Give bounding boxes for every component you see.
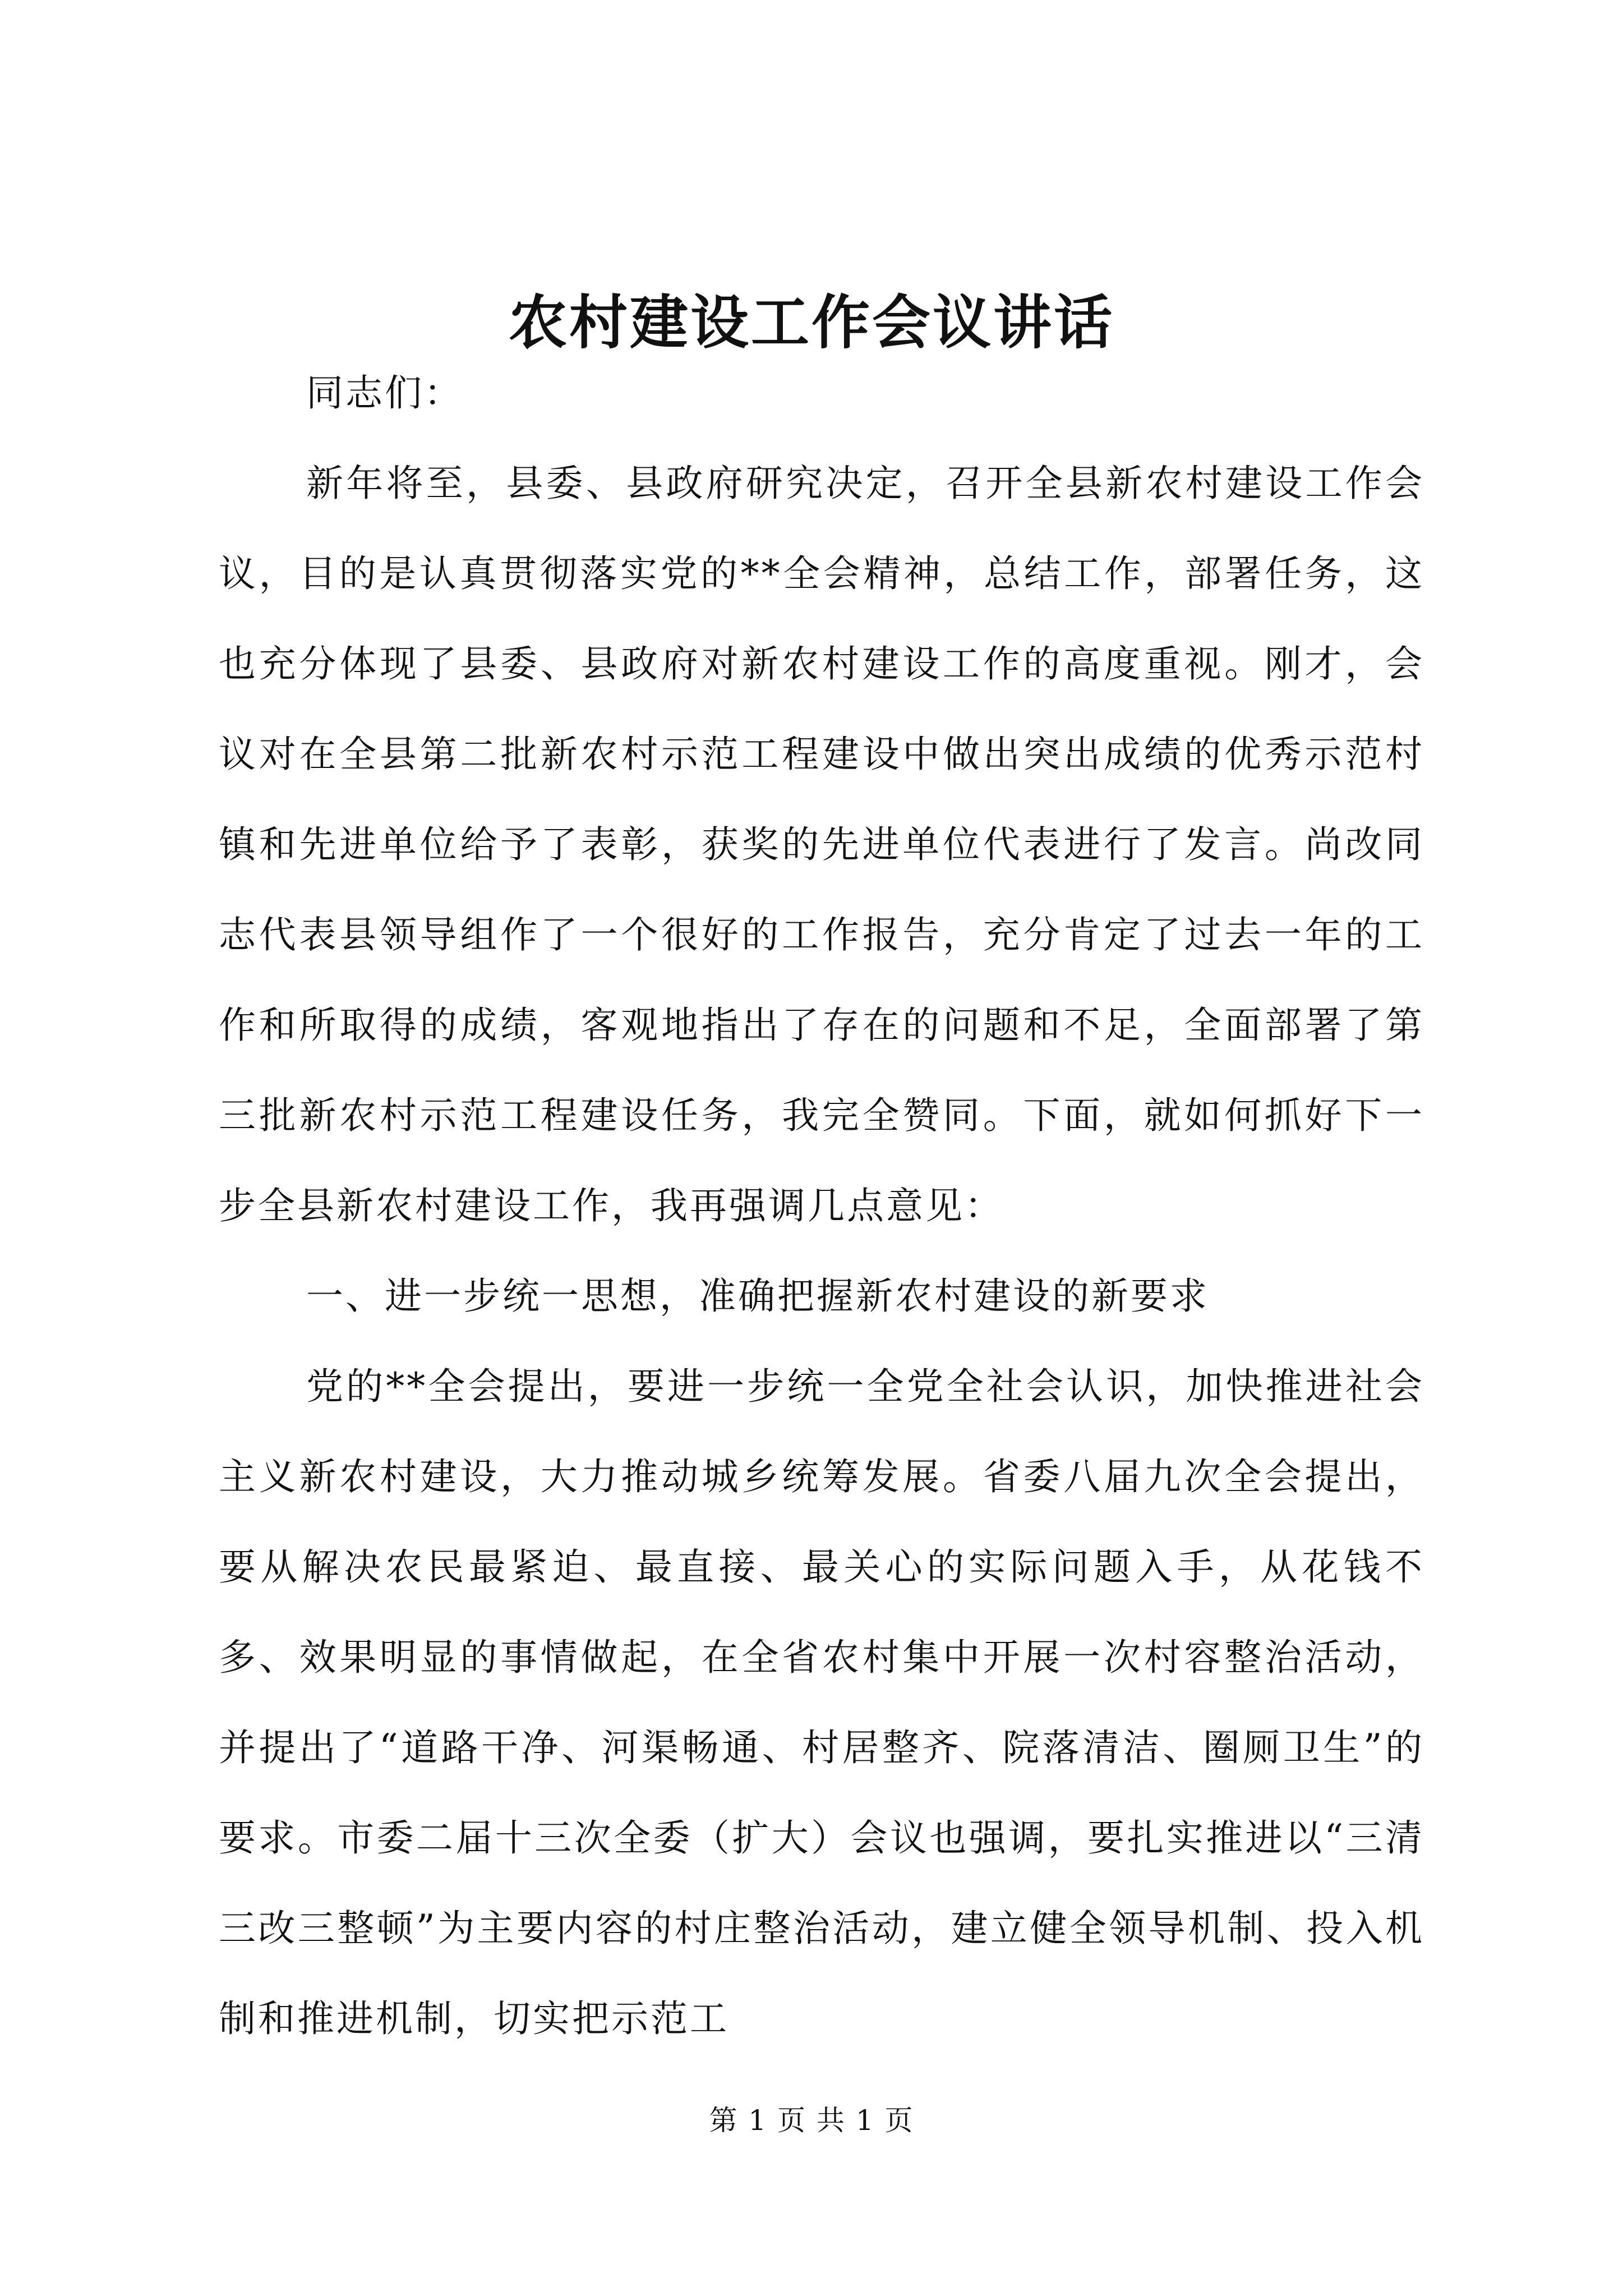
salutation-paragraph: 同志们： (306, 371, 463, 415)
intro-paragraph: 新年将至，县委、县政府研究决定，召开全县新农村建设工作会议，目的是认真贯彻落实党的**全会精神，总结工作，部署任务，这也充分体现了县委、县政府对新农村建设工作的高度重视。刚才，会议对在全县第二批新农村示范工程建设中做出突出成绩的优秀示范村镇和先进单位给予了表彰，获奖的先进单位代表进行了发言。尚改同志代表县领导组作了一个很好的工作报告，充分肯定了过去一年的工作和所取得的成绩，客观地指出了存在的问题和不足，全面部署了第三批新农村示范工程建设任务，我完全赞同。下面，就如何抓好下一步全县新农村建设工作，我再强调几点意见： (219, 462, 1424, 1227)
section-1-paragraph: 党的**全会提出，要进一步统一全党全社会认识，加快推进社会主义新农村建设，大力推动城乡统筹发展。省委八届九次全会提出，要从解决农民最紧迫、最直接、最关心的实际问题入手，从花钱不多、效果明显的事情做起，在全省农村集中开展一次村容整治活动，并提出了“道路干净、河渠畅通、村居整齐、院落清洁、圈厕卫生”的要求。市委二届十三次全委（扩大）会议也强调，要扎实推进以“三清三改三整顿”为主要内容的村庄整治活动，建立健全领导机制、投入机制和推进机制，切实把示范工 (219, 1365, 1424, 2040)
page-number-footer: 第 1 页 共 1 页 (709, 2104, 914, 2137)
document-title: 农村建设工作会议讲话 (508, 288, 1114, 357)
section-heading-1: 一、进一步统一思想，准确把握新农村建设的新要求 (306, 1274, 1209, 1318)
document-body (219, 348, 1424, 2064)
